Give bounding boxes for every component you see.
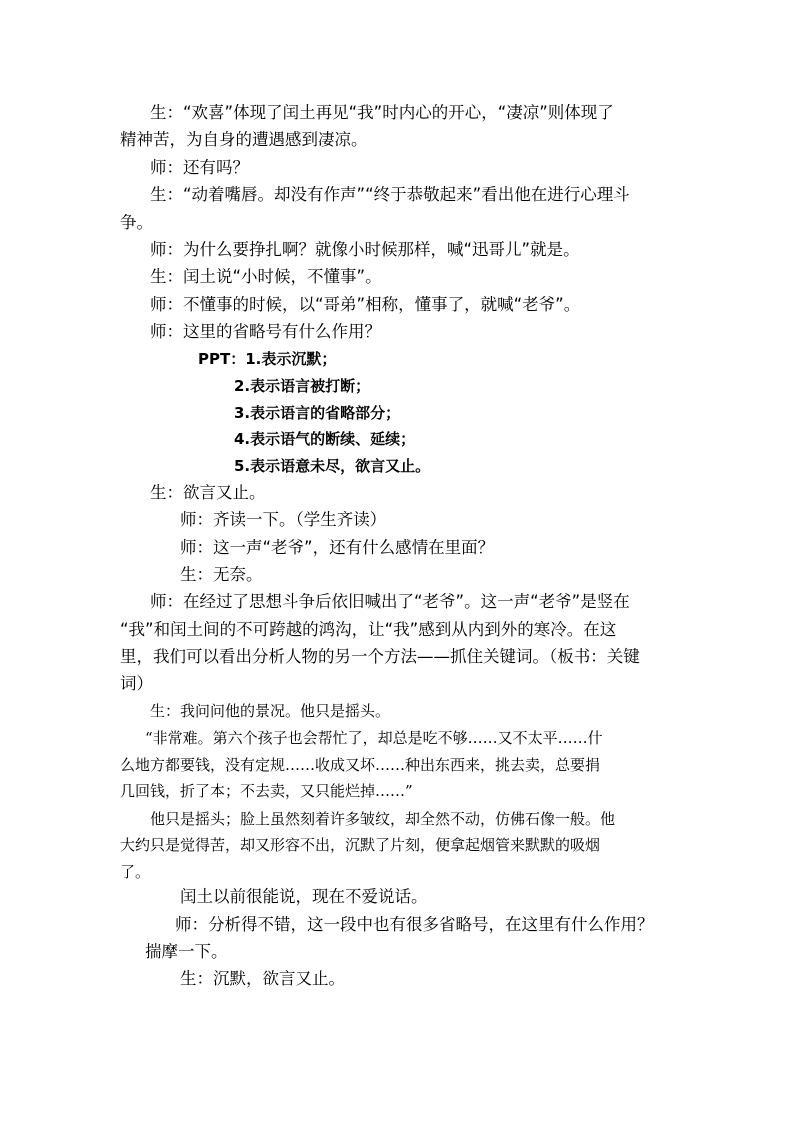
text-line: 里，我们可以看出分析人物的另一个方法——抓住关键词。（板书：关键 bbox=[120, 647, 640, 666]
quoted-line: 么地方都要钱，没有定规……收成又坏……种出东西来，挑去卖，总要捐 bbox=[120, 756, 601, 774]
text-line: 师：还有吗？ bbox=[150, 158, 249, 177]
text-line: 生：“动着嘴唇。却没有作声”“终于恭敬起来”看出他在进行心理斗 bbox=[150, 185, 630, 204]
quoted-line: 了。 bbox=[120, 863, 151, 881]
ppt-item: 3.表示语言的省略部分； bbox=[234, 404, 401, 422]
text-line: 生：无奈。 bbox=[180, 565, 263, 584]
text-line: 生：闰土说“小时候，不懂事”。 bbox=[150, 267, 382, 286]
text-line: 师：这一声“老爷”，还有什么感情在里面？ bbox=[180, 538, 495, 557]
quoted-line: 他只是摇头；脸上虽然刻着许多皱纹，却全然不动，仿佛石像一般。他 bbox=[150, 810, 616, 828]
text-line: 师：在经过了思想斗争后依旧喊出了“老爷”。这一声“老爷”是竖在 bbox=[150, 592, 630, 611]
ppt-item: 2.表示语言被打断； bbox=[234, 377, 371, 395]
text-line: 师：这里的省略号有什么作用？ bbox=[150, 322, 381, 341]
text-line: 生：“欢喜”体现了闰土再见“我”时内心的开心，“凄凉”则体现了 bbox=[150, 103, 614, 122]
text-line: 师：齐读一下。（学生齐读） bbox=[180, 510, 387, 529]
quoted-line: 生：我问问他的景况。他只是摇头。 bbox=[150, 702, 391, 720]
text-line: 生：欲言又止。 bbox=[150, 483, 266, 502]
ppt-item: PPT：1.表示沉默； bbox=[198, 350, 337, 368]
text-line: 揣摩一下。 bbox=[145, 942, 228, 961]
text-line: 师：不懂事的时候，以“哥弟”相称，懂事了，就喊“老爷”。 bbox=[150, 295, 581, 314]
quoted-line: “非常难。第六个孩子也会帮忙了，却总是吃不够……又不太平……什 bbox=[145, 729, 603, 747]
text-line: 词） bbox=[120, 674, 153, 693]
quoted-line: 几回钱，折了本；不去卖，又只能烂掉……” bbox=[120, 782, 413, 800]
ppt-item: 4.表示语气的断续、延续； bbox=[234, 430, 416, 448]
text-line: 争。 bbox=[120, 213, 153, 232]
quoted-line: 大约只是觉得苦，却又形容不出，沉默了片刻，便拿起烟管来默默的吸烟 bbox=[120, 836, 601, 854]
text-line: 师：分析得不错，这一段中也有很多省略号，在这里有什么作用？ bbox=[175, 915, 654, 934]
text-line: 生：沉默，欲言又止。 bbox=[180, 969, 345, 988]
text-line: 师：为什么要挣扎啊？就像小时候那样，喊“迅哥儿”就是。 bbox=[150, 240, 580, 259]
text-line: 闰土以前很能说，现在不爱说话。 bbox=[180, 887, 428, 906]
ppt-item: 5.表示语意未尽，欲言又止。 bbox=[234, 457, 431, 475]
text-line: “我”和闰土间的不可跨越的鸿沟，让“我”感到从内到外的寒冷。在这 bbox=[120, 620, 617, 639]
text-line: 精神苦，为自身的遭遇感到凄凉。 bbox=[120, 130, 368, 149]
